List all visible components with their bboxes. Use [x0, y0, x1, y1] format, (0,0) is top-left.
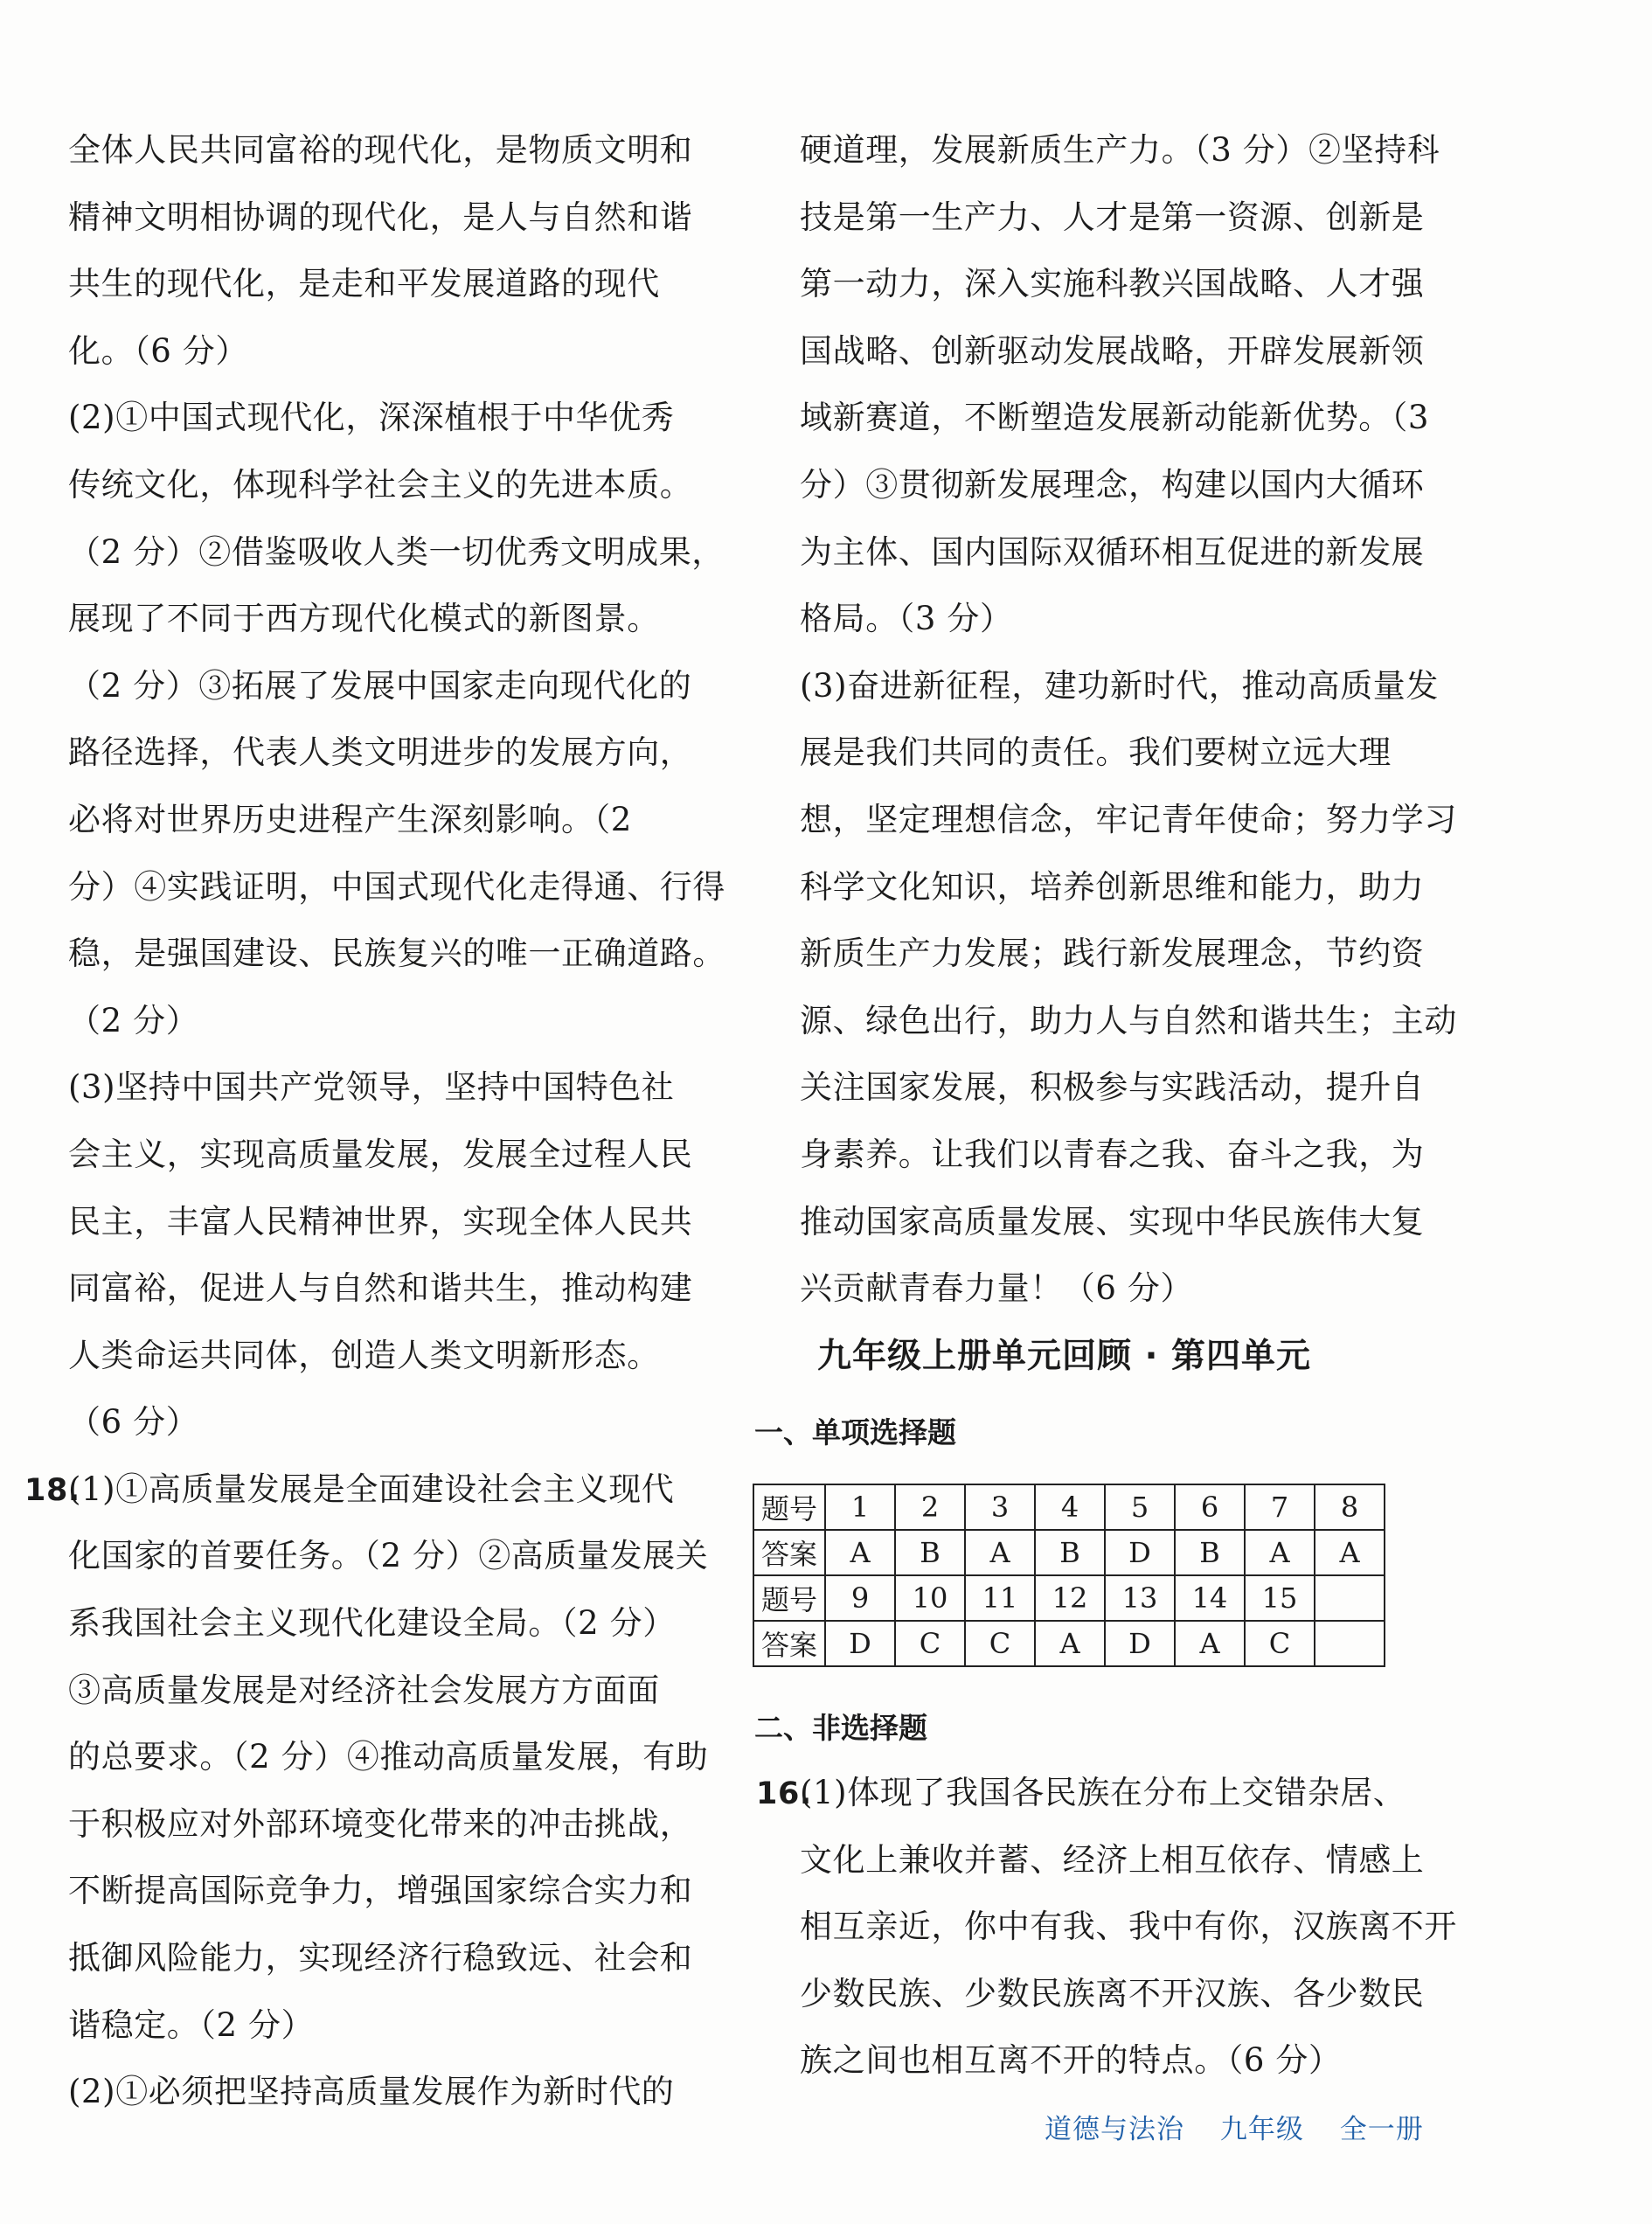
text-line: 身素养。让我们以青春之我、奋斗之我，为: [800, 1135, 1425, 1173]
table-cell: B: [1175, 1530, 1245, 1575]
text-line: （2 分）③拓展了发展中国家走向现代化的: [68, 666, 692, 705]
left-column: [24, 117, 725, 2126]
text-line: 民主，丰富人民精神世界，实现全体人民共: [68, 1202, 693, 1241]
row-label: 题号: [753, 1484, 825, 1530]
section-title: 九年级上册单元回顾 · 第四单元: [817, 1337, 1311, 1376]
table-cell: A: [1245, 1530, 1315, 1575]
text-line: (3)奋进新征程，建功新时代，推动高质量发: [800, 666, 1440, 705]
table-cell: A: [1035, 1621, 1105, 1666]
footer-grade: 九年级: [1219, 2114, 1304, 2145]
text-line: 域新赛道，不断塑造发展新动能新优势。（3: [800, 399, 1430, 437]
text-line: 为主体、国内国际双循环相互促进的新发展: [800, 532, 1425, 571]
row-label: 答案: [753, 1621, 825, 1666]
text-line: 会主义，实现高质量发展，发展全过程人民: [68, 1135, 693, 1173]
table-row: [753, 1484, 1385, 1530]
text-line: 硬道理，发展新质生产力。（3 分）②坚持科: [800, 131, 1440, 169]
table-cell: 12: [1035, 1575, 1105, 1621]
table-cell: 9: [825, 1575, 895, 1621]
text-line: 化国家的首要任务。（2 分）②高质量发展关: [68, 1537, 709, 1575]
question-16-block: [756, 1760, 1457, 2095]
table-row: [753, 1530, 1385, 1575]
table-cell: A: [965, 1530, 1035, 1575]
table-cell: B: [1035, 1530, 1105, 1575]
table-cell: A: [825, 1530, 895, 1575]
text-line: 技是第一生产力、人才是第一资源、创新是: [800, 198, 1425, 236]
text-line: 谐稳定。（2 分）: [68, 2005, 315, 2044]
text-line: (1)①高质量发展是全面建设社会主义现代: [68, 1470, 675, 1508]
text-line: 同富裕，促进人与自然和谐共生，推动构建: [68, 1269, 693, 1308]
table-cell: [1315, 1621, 1385, 1666]
table-cell: 8: [1315, 1484, 1385, 1530]
text-line: (1)体现了我国各民族在分布上交错杂居、: [800, 1774, 1406, 1811]
table-cell: C: [965, 1621, 1035, 1666]
table-cell: 2: [895, 1484, 965, 1530]
text-line: 共生的现代化，是走和平发展道路的现代: [68, 265, 660, 303]
table-row: [753, 1575, 1385, 1621]
text-line: 路径选择，代表人类文明进步的发展方向，: [68, 733, 693, 772]
text-line: 化。（6 分）: [68, 331, 249, 370]
table-cell: B: [895, 1530, 965, 1575]
text-line: 稳，是强国建设、民族复兴的唯一正确道路。: [68, 935, 725, 973]
text-line: 传统文化，体现科学社会主义的先进本质。: [68, 465, 693, 504]
question-number: 16.: [756, 1776, 812, 1811]
table-cell: 5: [1105, 1484, 1175, 1530]
table-cell: 6: [1175, 1484, 1245, 1530]
text-line: 源、绿色出行，助力人与自然和谐共生；主动: [800, 1001, 1457, 1039]
question-16-first-line: [756, 1760, 1438, 1827]
text-line: 分）③贯彻新发展理念，构建以国内大循环: [800, 465, 1425, 504]
footer-volume: 全一册: [1339, 2114, 1424, 2145]
table-cell: C: [1245, 1621, 1315, 1666]
text-line: ③高质量发展是对经济社会发展方方面面: [68, 1671, 660, 1709]
table-cell: [1315, 1575, 1385, 1621]
text-line: 族之间也相互离不开的特点。（6 分）: [800, 2041, 1342, 2080]
text-line: 系我国社会主义现代化建设全局。（2 分）: [68, 1604, 676, 1643]
footer-subject: 道德与法治: [1045, 2114, 1184, 2145]
text-line: 抵御风险能力，实现经济行稳致远、社会和: [68, 1939, 693, 1977]
text-line: 新质生产力发展；践行新发展理念，节约资: [800, 935, 1425, 973]
subhead-non-choice: 二、非选择题: [754, 1711, 927, 1745]
table-cell: C: [895, 1621, 965, 1666]
text-line: 少数民族、少数民族离不开汉族、各少数民: [800, 1974, 1425, 2012]
row-label: 答案: [753, 1530, 825, 1575]
question-number: 18.: [24, 1472, 80, 1508]
text-line: (3)坚持中国共产党领导，坚持中国特色社: [68, 1068, 675, 1107]
table-row: [753, 1621, 1385, 1666]
question-18-first-line: [24, 1456, 706, 1524]
text-line: 不断提高国际竞争力，增强国家综合实力和: [68, 1872, 693, 1910]
text-line: 科学文化知识，培养创新思维和能力，助力: [800, 867, 1425, 906]
table-cell: A: [1315, 1530, 1385, 1575]
page-footer: [1045, 2107, 1450, 2146]
text-line: (2)①必须把坚持高质量发展作为新时代的: [68, 2073, 675, 2111]
table-cell: 15: [1245, 1575, 1315, 1621]
table-cell: D: [825, 1621, 895, 1666]
table-cell: D: [1105, 1530, 1175, 1575]
text-line: 推动国家高质量发展、实现中华民族伟大复: [800, 1202, 1425, 1241]
text-line: (2)①中国式现代化，深深植根于中华优秀: [68, 399, 675, 437]
text-line: 第一动力，深入实施科教兴国战略、人才强: [800, 265, 1425, 303]
text-line: 国战略、创新驱动发展战略，开辟发展新领: [800, 331, 1425, 370]
text-line: （6 分）: [68, 1403, 199, 1442]
text-line: 精神文明相协调的现代化，是人与自然和谐: [68, 198, 693, 236]
table-cell: 11: [965, 1575, 1035, 1621]
text-line: 相互亲近，你中有我、我中有你，汉族离不开: [800, 1908, 1457, 1946]
text-line: 关注国家发展，积极参与实践活动，提升自: [800, 1068, 1425, 1107]
text-line: （2 分）: [68, 1001, 199, 1039]
text-line: 全体人民共同富裕的现代化，是物质文明和: [68, 131, 693, 169]
table-cell: 1: [825, 1484, 895, 1530]
text-line: 必将对世界历史进程产生深刻影响。（2: [68, 800, 632, 838]
text-line: （2 分）②借鉴吸收人类一切优秀文明成果，: [68, 532, 725, 571]
subhead-single-choice: 一、单项选择题: [754, 1415, 956, 1449]
answer-table: [753, 1484, 1385, 1667]
table-cell: 3: [965, 1484, 1035, 1530]
text-line: 分）④实践证明，中国式现代化走得通、行得: [68, 867, 725, 906]
table-cell: D: [1105, 1621, 1175, 1666]
table-cell: A: [1175, 1621, 1245, 1666]
row-label: 题号: [753, 1575, 825, 1621]
text-line: 人类命运共同体，创造人类文明新形态。: [68, 1336, 660, 1374]
right-column: [800, 117, 1457, 1323]
text-line: 兴贡献青春力量！（6 分）: [800, 1269, 1194, 1308]
table-cell: 13: [1105, 1575, 1175, 1621]
table-cell: 14: [1175, 1575, 1245, 1621]
text-line: 展是我们共同的责任。我们要树立远大理: [800, 733, 1392, 772]
table-cell: 7: [1245, 1484, 1315, 1530]
text-line: 于积极应对外部环境变化带来的冲击挑战，: [68, 1804, 693, 1843]
text-line: 想，坚定理想信念，牢记青年使命；努力学习: [800, 800, 1457, 838]
table-cell: 4: [1035, 1484, 1105, 1530]
text-line: 展现了不同于西方现代化模式的新图景。: [68, 600, 660, 638]
text-line: 文化上兼收并蓄、经济上相互依存、情感上: [800, 1840, 1425, 1879]
table-cell: 10: [895, 1575, 965, 1621]
text-line: 格局。（3 分）: [800, 600, 1013, 638]
text-line: 的总要求。（2 分）④推动高质量发展，有助: [68, 1738, 709, 1776]
